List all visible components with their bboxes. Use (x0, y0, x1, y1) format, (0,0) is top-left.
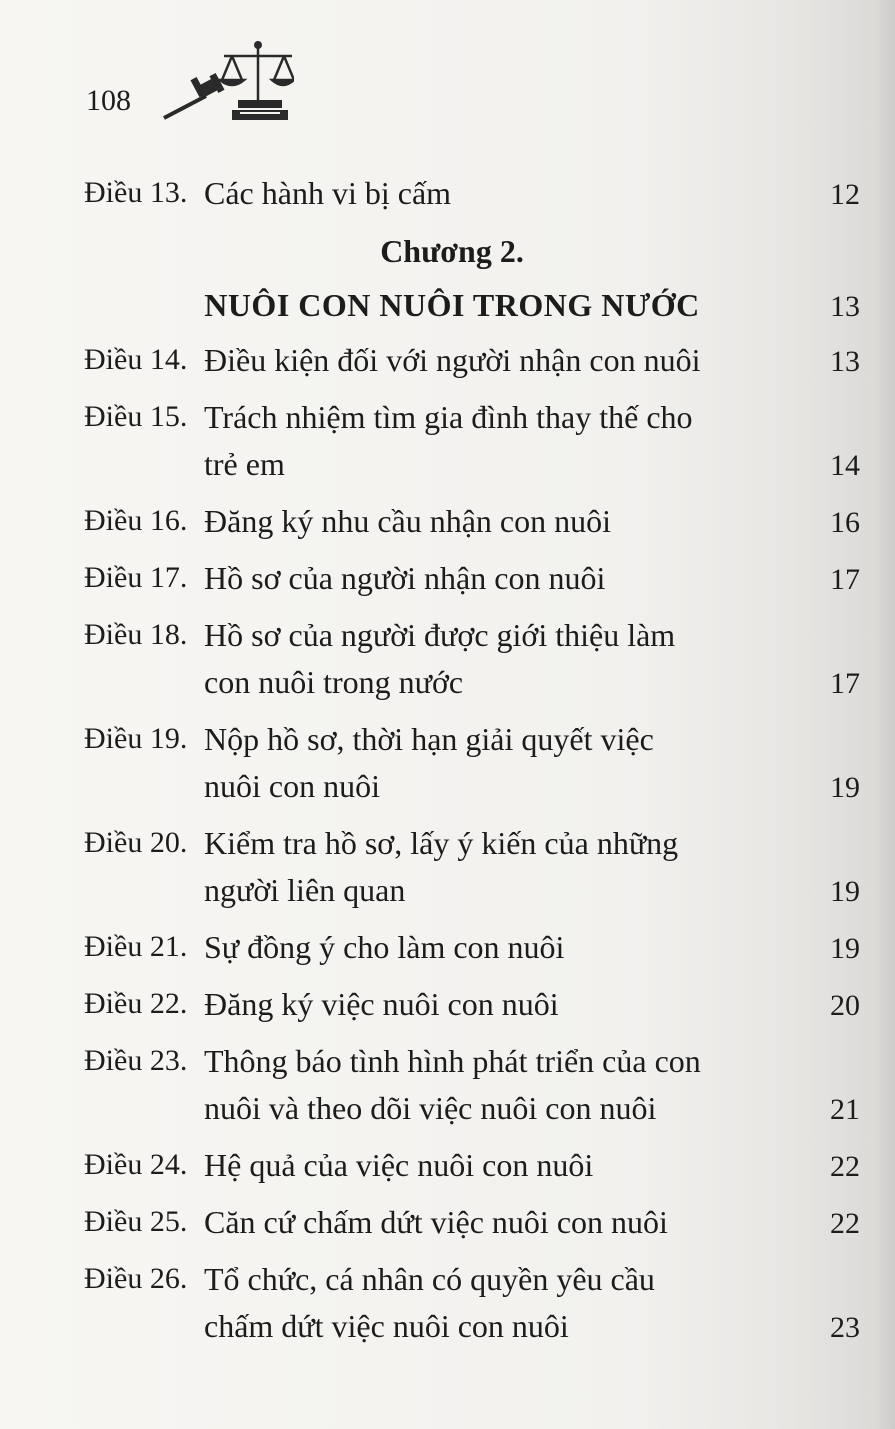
article-number: Điều 17. (84, 561, 188, 594)
article-number: Điều 23. (84, 1044, 188, 1077)
page-ref: 17 (830, 667, 860, 700)
toc-entry[interactable] (84, 1038, 860, 1133)
toc-entry[interactable] (84, 555, 860, 603)
toc-entry[interactable] (84, 612, 860, 707)
entry-title: Tổ chức, cá nhân có quyền yêu cầu (204, 1261, 655, 1297)
article-number: Điều 18. (84, 618, 188, 651)
entry-title: Kiểm tra hồ sơ, lấy ý kiến của những (204, 825, 679, 861)
entry-title-cont: người liên quan (204, 872, 406, 908)
toc-entry[interactable] (84, 1256, 860, 1351)
toc-entry[interactable] (84, 1199, 860, 1247)
chapter-label: Chương 2. (380, 233, 524, 269)
entry-title: Đăng ký việc nuôi con nuôi (204, 986, 559, 1022)
page-ref: 22 (830, 1207, 860, 1240)
entry-title: Hồ sơ của người được giới thiệu làm (204, 617, 676, 653)
page-ref: 16 (830, 506, 860, 539)
article-number: Điều 26. (84, 1262, 188, 1295)
scales-of-justice-icon (162, 38, 294, 124)
entry-title-cont: con nuôi trong nước (204, 664, 464, 700)
entry-title-cont: nuôi con nuôi (204, 768, 380, 804)
article-number: Điều 20. (84, 826, 188, 859)
toc-entry[interactable] (84, 981, 860, 1029)
article-number: Điều 25. (84, 1205, 188, 1238)
toc-entry[interactable] (84, 924, 860, 972)
toc-entry[interactable] (84, 1142, 860, 1190)
chapter-title: NUÔI CON NUÔI TRONG NƯỚC (204, 287, 700, 323)
page-ref: 20 (830, 989, 860, 1022)
entry-title-cont: chấm dứt việc nuôi con nuôi (204, 1308, 569, 1344)
toc-entry[interactable] (84, 394, 860, 489)
article-number: Điều 24. (84, 1148, 188, 1181)
article-number: Điều 15. (84, 400, 188, 433)
table-of-contents (84, 170, 860, 1360)
page-edge-shadow (875, 0, 895, 1429)
chapter-heading[interactable] (84, 279, 860, 331)
toc-entry[interactable] (84, 716, 860, 811)
toc-entry[interactable] (84, 498, 860, 546)
page-ref: 17 (830, 563, 860, 596)
entry-title: Điều kiện đối với người nhận con nuôi (204, 342, 701, 378)
entry-title: Hồ sơ của người nhận con nuôi (204, 560, 606, 596)
page-number: 108 (86, 84, 131, 117)
toc-entry[interactable] (84, 170, 860, 218)
article-number: Điều 13. (84, 176, 188, 209)
toc-entry[interactable] (84, 337, 860, 385)
page-ref: 19 (830, 932, 860, 965)
page-ref: 19 (830, 875, 860, 908)
entry-title: Thông báo tình hình phát triển của con (204, 1043, 701, 1079)
article-number: Điều 19. (84, 722, 188, 755)
page-ref: 13 (830, 290, 860, 323)
entry-title: Đăng ký nhu cầu nhận con nuôi (204, 503, 612, 539)
article-number: Điều 16. (84, 504, 188, 537)
page-ref: 13 (830, 345, 860, 378)
page-ref: 22 (830, 1150, 860, 1183)
entry-title: Trách nhiệm tìm gia đình thay thế cho (204, 399, 693, 435)
entry-title: Các hành vi bị cấm (204, 175, 452, 211)
entry-title-cont: trẻ em (204, 446, 285, 482)
entry-title: Nộp hồ sơ, thời hạn giải quyết việc (204, 721, 654, 757)
entry-title: Sự đồng ý cho làm con nuôi (204, 929, 565, 965)
toc-entry[interactable] (84, 820, 860, 915)
page-ref: 23 (830, 1311, 860, 1344)
page-ref: 21 (830, 1093, 860, 1126)
entry-title-cont: nuôi và theo dõi việc nuôi con nuôi (204, 1090, 657, 1126)
entry-title: Căn cứ chấm dứt việc nuôi con nuôi (204, 1204, 668, 1240)
article-number: Điều 21. (84, 930, 188, 963)
article-number: Điều 14. (84, 343, 188, 376)
page-ref: 12 (830, 178, 860, 211)
page-ref: 19 (830, 771, 860, 804)
entry-title: Hệ quả của việc nuôi con nuôi (204, 1147, 594, 1183)
article-number: Điều 22. (84, 987, 188, 1020)
page-ref: 14 (830, 449, 860, 482)
